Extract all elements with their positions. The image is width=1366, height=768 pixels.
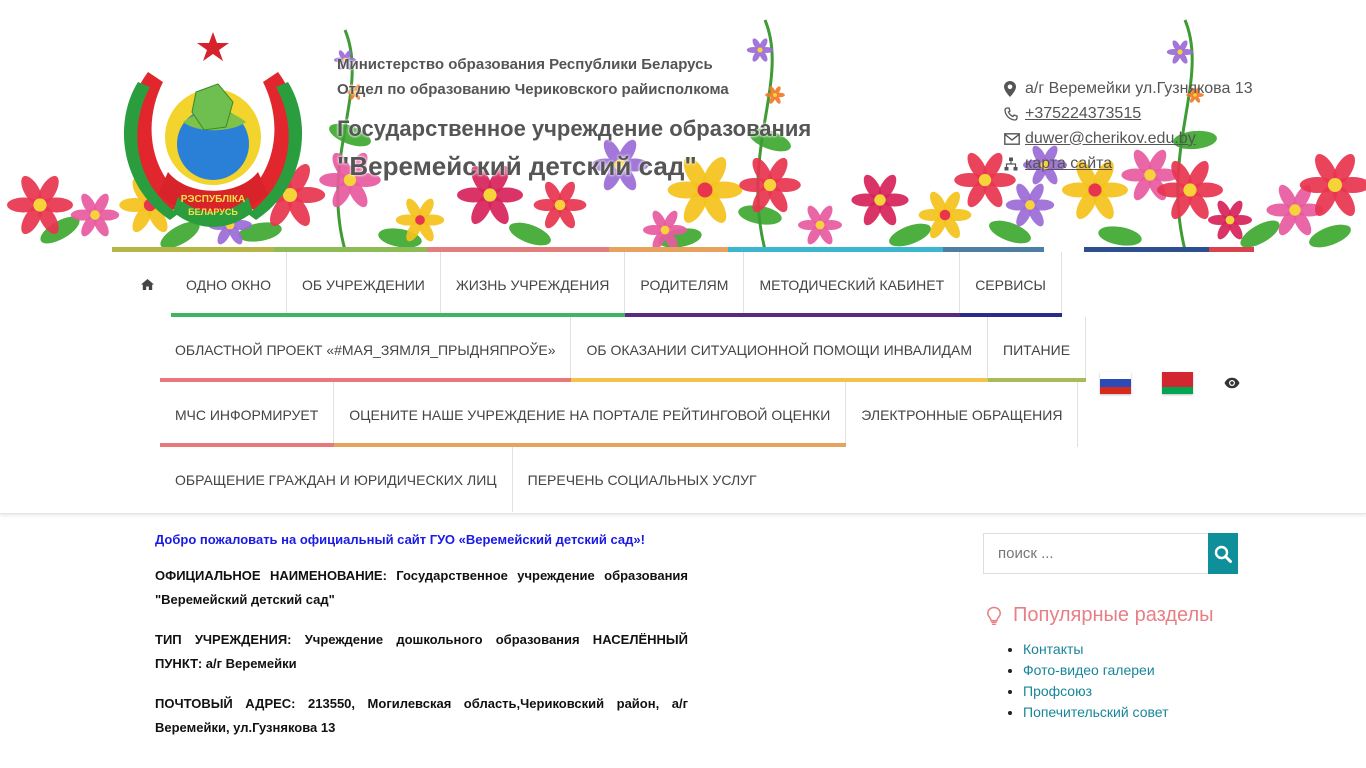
eye-icon[interactable] <box>1224 377 1240 389</box>
site-header <box>0 0 1366 252</box>
flag-stripe <box>1100 387 1131 394</box>
nav-item-life[interactable] <box>441 252 626 317</box>
search-button[interactable] <box>1208 533 1238 574</box>
nav-label: ОЦЕНИТЕ НАШЕ УЧРЕЖДЕНИЕ НА ПОРТАЛЕ РЕЙТИНГОВОЙ ОЦЕНКИ <box>349 406 831 423</box>
ministry-title: Министерство образования Республики Беларусь <box>337 56 713 73</box>
list-item <box>1023 683 1214 704</box>
email-link[interactable]: duwer@cherikov.edu.by <box>1025 129 1196 147</box>
nav-label: ОДНО ОКНО <box>186 276 271 293</box>
leaf-shape <box>1306 220 1354 252</box>
sitemap-icon <box>1004 157 1025 171</box>
flag-stripe <box>1100 379 1131 386</box>
nav-row-3 <box>160 382 1078 447</box>
nav-item-disability-help[interactable] <box>571 317 988 382</box>
nav-label: СЕРВИСЫ <box>975 276 1046 293</box>
nav-item-about[interactable] <box>287 252 441 317</box>
institution-type-paragraph: ТИП УЧРЕЖДЕНИЯ: Учреждение дошкольного образования НАСЕЛЁННЫЙ ПУНКТ: а/г Веремейки <box>155 632 688 671</box>
envelope-icon <box>1004 133 1025 145</box>
flower-shape <box>1167 39 1193 65</box>
address-text: а/г Веремейки ул.Гузнякова 13 <box>1025 79 1253 97</box>
nav-label: ПИТАНИЕ <box>1003 341 1071 358</box>
search-icon <box>1214 545 1232 563</box>
phone-link[interactable]: +375224373515 <box>1025 104 1142 122</box>
nav-item-services[interactable] <box>960 252 1062 317</box>
nav-label: РОДИТЕЛЯМ <box>640 276 729 293</box>
nav-label: ЭЛЕКТРОННЫЕ ОБРАЩЕНИЯ <box>861 406 1063 423</box>
popular-link-contacts[interactable]: Контакты <box>1023 641 1084 657</box>
belarus-emblem-icon <box>108 22 318 227</box>
contact-email <box>1004 126 1253 151</box>
popular-sections-title <box>985 604 1214 627</box>
organization-name-line1: Государственное учреждение образования <box>337 116 812 141</box>
popular-sections <box>985 604 1214 725</box>
leaf-shape <box>1097 223 1143 248</box>
nav-item-citizen-appeals[interactable] <box>160 447 513 512</box>
nav-item-nutrition[interactable] <box>988 317 1086 382</box>
main-navigation <box>0 252 1366 514</box>
popular-link-union[interactable]: Профсоюз <box>1023 683 1093 699</box>
nav-item-parents[interactable] <box>625 252 744 317</box>
contact-sitemap <box>1004 151 1253 176</box>
nav-item-e-appeals[interactable] <box>846 382 1078 447</box>
home-icon <box>141 279 154 290</box>
nav-label: ПЕРЕЧЕНЬ СОЦИАЛЬНЫХ УСЛУГ <box>527 471 757 488</box>
contact-block <box>1004 76 1253 176</box>
nav-label: ЖИЗНЬ УЧРЕЖДЕНИЯ <box>455 276 610 293</box>
nav-label: ОБЛАСТНОЙ ПРОЕКТ «#МАЯ_ЗЯМЛЯ_ПРЫДНЯПРОЎЕ» <box>175 341 556 358</box>
search-form <box>983 533 1238 574</box>
nav-label: МЕТОДИЧЕСКИЙ КАБИНЕТ <box>759 276 945 293</box>
nav-row-4 <box>160 447 772 512</box>
flag-stripe <box>1162 372 1193 387</box>
lightbulb-icon <box>985 606 1003 626</box>
nav-home[interactable] <box>113 252 171 317</box>
flower-shape <box>1006 181 1054 228</box>
nav-row-1 <box>113 252 1062 317</box>
flower-shape <box>534 179 587 231</box>
flag-stripe <box>1162 387 1193 394</box>
emblem-text-bottom: БЕЛАРУСЬ <box>188 207 238 217</box>
sitemap-link[interactable]: карта сайта <box>1025 154 1113 172</box>
nav-label: ОБ ОКАЗАНИИ СИТУАЦИОННОЙ ПОМОЩИ ИНВАЛИДАМ <box>586 341 972 358</box>
main-content <box>155 532 688 756</box>
contact-address <box>1004 76 1253 101</box>
list-item <box>1023 662 1214 683</box>
flower-shape <box>851 172 908 228</box>
emblem-text-top: РЭСПУБЛІКА <box>180 194 246 205</box>
by-flag-icon[interactable] <box>1162 372 1193 394</box>
flag-stripe <box>1100 372 1131 379</box>
nav-item-emergency[interactable] <box>160 382 334 447</box>
welcome-message: Добро пожаловать на официальный сайт ГУО «Веремейский детский сад»! <box>155 532 645 547</box>
list-item <box>1023 641 1214 662</box>
flower-shape <box>798 203 842 246</box>
popular-title-text: Популярные разделы <box>1013 604 1214 626</box>
department-title: Отдел по образованию Чериковского райисполкома <box>337 81 729 98</box>
nav-label: МЧС ИНФОРМИРУЕТ <box>175 406 319 423</box>
popular-link-galleries[interactable]: Фото-видео галереи <box>1023 662 1155 678</box>
nav-item-one-window[interactable] <box>171 252 287 317</box>
phone-icon <box>1004 107 1025 121</box>
nav-underline-extension <box>511 443 770 447</box>
nav-row-2 <box>160 317 1086 382</box>
official-name-paragraph: ОФИЦИАЛЬНОЕ НАИМЕНОВАНИЕ: Государственное учреждение образования "Веремейский детский сад" <box>155 568 688 607</box>
nav-item-regional-project[interactable] <box>160 317 571 382</box>
ru-flag-icon[interactable] <box>1100 372 1131 394</box>
nav-item-social-services[interactable] <box>513 447 772 512</box>
language-switcher <box>1100 372 1240 394</box>
postal-address-paragraph: ПОЧТОВЫЙ АДРЕС: 213550, Могилевская область,Чериковский район, а/г Веремейки, ул.Гузнякова 13 <box>155 696 688 735</box>
nav-item-rating[interactable] <box>334 382 846 447</box>
search-input[interactable] <box>983 533 1208 574</box>
nav-label: ОБРАЩЕНИЕ ГРАЖДАН И ЮРИДИЧЕСКИХ ЛИЦ <box>175 471 497 488</box>
map-marker-icon <box>1004 81 1025 97</box>
nav-label: ОБ УЧРЕЖДЕНИИ <box>302 276 425 293</box>
popular-link-trustees[interactable]: Попечительский совет <box>1023 704 1169 720</box>
popular-sections-list <box>1023 641 1214 725</box>
nav-item-methodical[interactable] <box>744 252 960 317</box>
flower-shape <box>747 37 773 63</box>
list-item <box>1023 704 1214 725</box>
contact-phone <box>1004 101 1253 126</box>
organization-name-line2: "Веремейский детский сад" <box>337 151 697 181</box>
